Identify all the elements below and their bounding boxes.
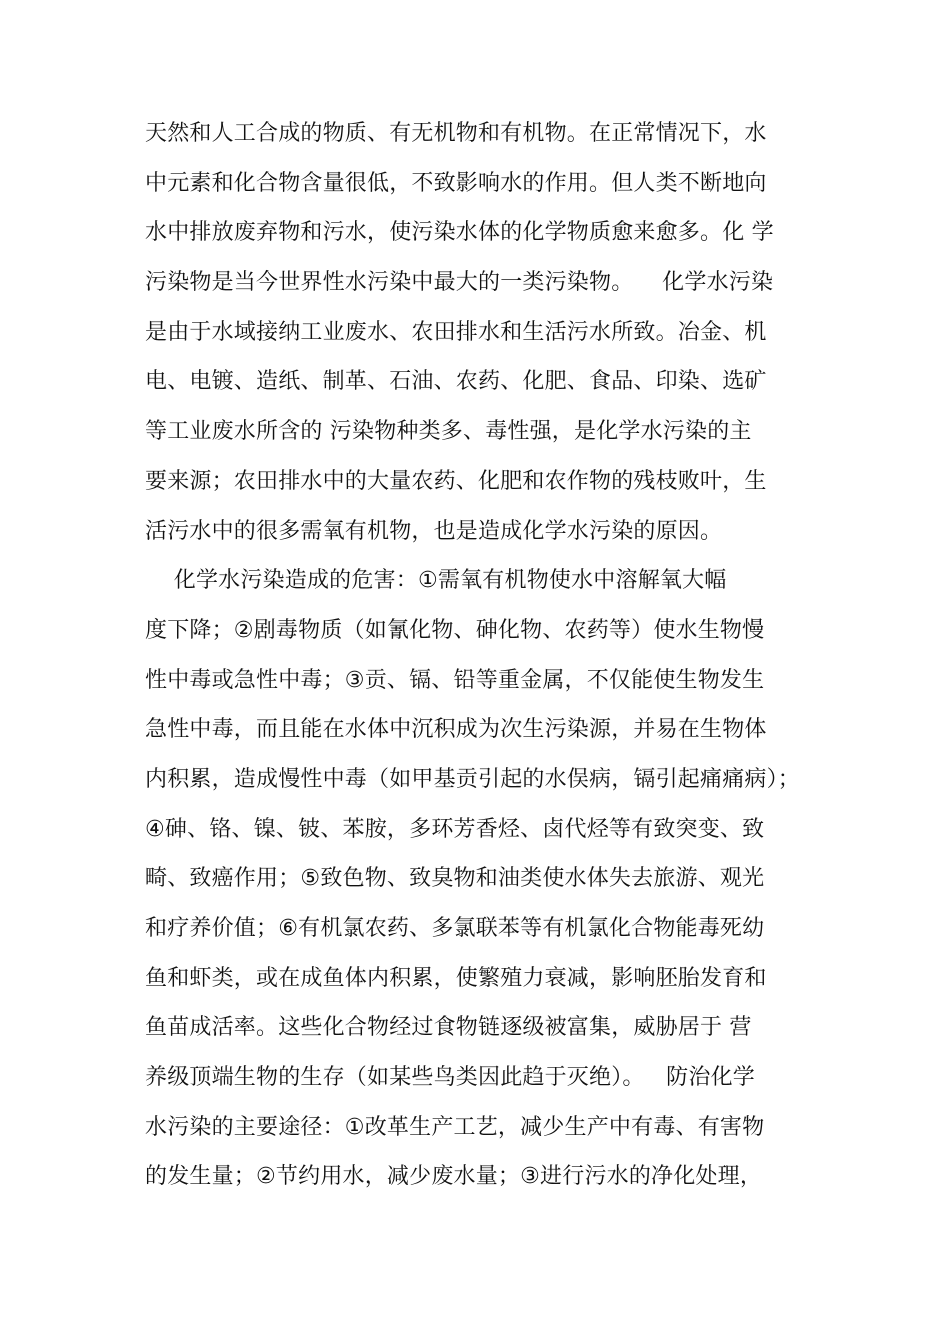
text-line-11: 度下降；②剧毒物质（如氰化物、砷化物、农药等）使水生物慢 [145,617,765,643]
text-line-8: 要来源；农田排水中的大量农药、化肥和农作物的残枝败叶，生 [145,468,767,494]
text-line-22: 的发生量；②节约用水，减少废水量；③进行污水的净化处理， [145,1164,763,1190]
body-text [145,109,815,1202]
text-line-19: 鱼苗成活率。这些化合物经过食物链逐级被富集，威胁居于 营 [145,1015,752,1041]
text-line-3: 水中排放废弃物和污水，使污染水体的化学物质愈来愈多。化 学 [145,220,774,246]
text-line-4: 污染物是当今世界性水污染中最大的一类污染物。 化学水污染 [145,270,774,296]
text-line-5: 是由于水域接纳工业废水、农田排水和生活污水所致。冶金、机 [145,319,767,345]
text-line-14: 内积累，造成慢性中毒（如甲基贡引起的水俣病，镉引起痛痛病）； [145,766,801,792]
text-line-13: 急性中毒，而且能在水体中沉积成为次生污染源，并易在生物体 [145,717,767,743]
text-line-20: 养级顶端生物的生存（如某些鸟类因此趋于灭绝）。 防治化学 [145,1065,755,1091]
text-line-7: 等工业废水所含的 污染物种类多、毒性强，是化学水污染的主 [145,419,752,445]
text-line-12: 性中毒或急性中毒；③贡、镉、铅等重金属，不仅能使生物发生 [145,667,765,693]
text-line-17: 和疗养价值；⑥有机氯农药、多氯联苯等有机氯化合物能毒死幼 [145,916,765,941]
text-line-9: 活污水中的很多需氧有机物，也是造成化学水污染的原因。 [145,518,723,544]
text-line-18: 鱼和虾类，或在成鱼体内积累，使繁殖力衰减，影响胚胎发育和 [145,965,767,991]
text-line-6: 电、电镀、造纸、制革、石油、农药、化肥、食品、印染、选矿 [145,369,767,395]
text-line-10: 化学水污染造成的危害：①需氧有机物使水中溶解氧大幅 [145,568,727,594]
text-line-21: 水污染的主要途径：①改革生产工艺，减少生产中有毒、有害物 [145,1114,765,1140]
text-line-15: ④砷、铬、镍、铍、苯胺，多环芳香烃、卤代烃等有致突变、致 [145,816,765,842]
text-line-1: 天然和人工合成的物质、有无机物和有机物。在正常情况下，水 [145,121,767,146]
text-line-16: 畸、致癌作用；⑤致色物、致臭物和油类使水体失去旅游、观光 [145,866,765,892]
text-line-2: 中元素和化合物含量很低，不致影响水的作用。但人类不断地向 [145,170,767,196]
